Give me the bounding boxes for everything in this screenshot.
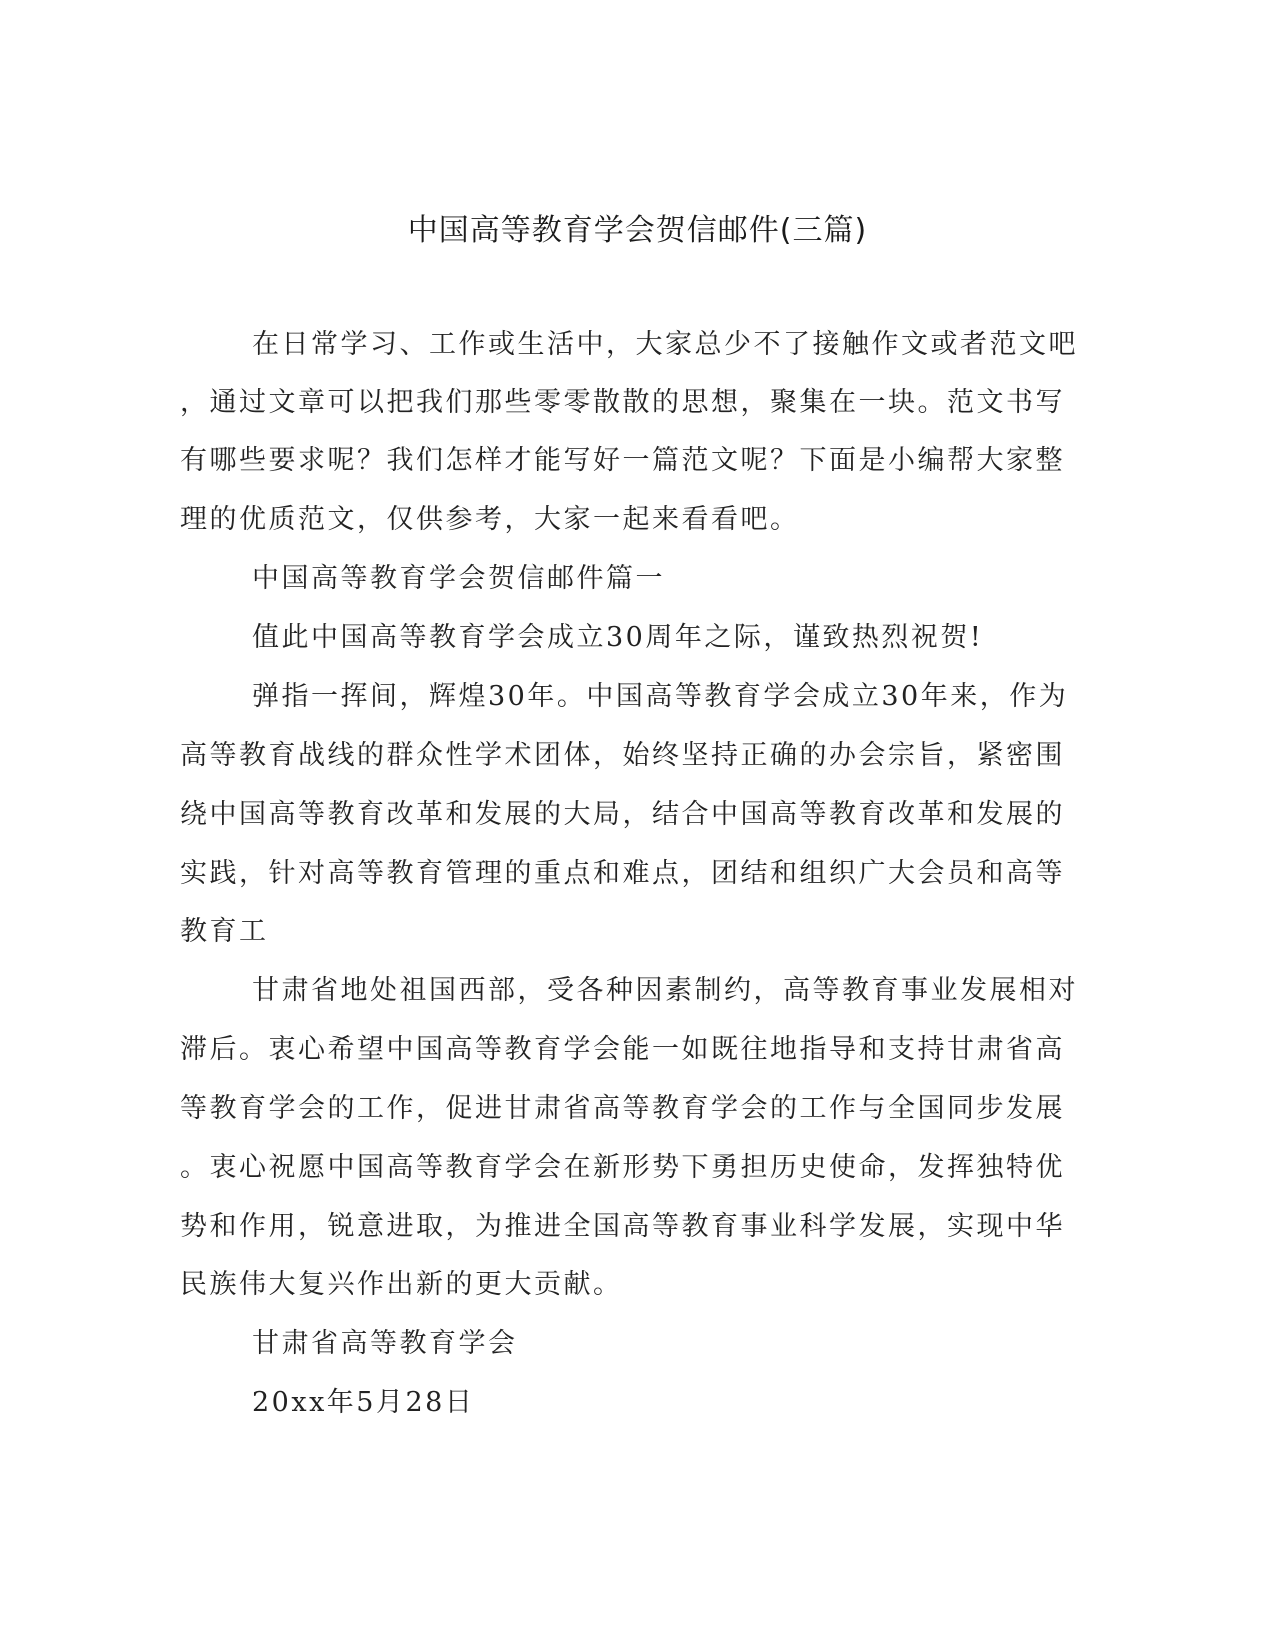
paragraph-line: 弹指一挥间，辉煌30年。中国高等教育学会成立30年来，作为 [252, 681, 1069, 712]
paragraph-line: 甘肃省地处祖国西部，受各种因素制约，高等教育事业发展相对 [252, 975, 1078, 1006]
paragraph-line: 高等教育战线的群众性学术团体，始终坚持正确的办会宗旨，紧密围 [180, 740, 1065, 771]
intro-line: 理的优质范文，仅供参考，大家一起来看看吧。 [180, 504, 800, 535]
paragraph-line: 。衷心祝愿中国高等教育学会在新形势下勇担历史使命，发挥独特优 [180, 1152, 1065, 1183]
intro-line: 在日常学习、工作或生活中，大家总少不了接触作文或者范文吧 [252, 329, 1078, 360]
intro-line: 有哪些要求呢？我们怎样才能写好一篇范文呢？下面是小编帮大家整 [180, 445, 1065, 476]
date: 20xx年5月28日 [252, 1387, 475, 1418]
paragraph-line: 势和作用，锐意进取，为推进全国高等教育事业科学发展，实现中华 [180, 1211, 1065, 1242]
paragraph-line: 实践，针对高等教育管理的重点和难点，团结和组织广大会员和高等 [180, 858, 1065, 889]
section-heading: 中国高等教育学会贺信邮件篇一 [252, 563, 665, 594]
document-title: 中国高等教育学会贺信邮件(三篇) [407, 213, 868, 248]
paragraph-line: 等教育学会的工作，促进甘肃省高等教育学会的工作与全国同步发展 [180, 1093, 1065, 1124]
paragraph-line: 教育工 [180, 916, 269, 947]
paragraph-line: 民族伟大复兴作出新的更大贡献。 [180, 1269, 623, 1300]
greeting-line: 值此中国高等教育学会成立30周年之际，谨致热烈祝贺! [252, 622, 984, 653]
paragraph-line: 滞后。衷心希望中国高等教育学会能一如既往地指导和支持甘肃省高 [180, 1034, 1065, 1065]
signature: 甘肃省高等教育学会 [252, 1328, 518, 1359]
paragraph-line: 绕中国高等教育改革和发展的大局，结合中国高等教育改革和发展的 [180, 799, 1065, 830]
intro-line: ，通过文章可以把我们那些零零散散的思想，聚集在一块。范文书写 [180, 387, 1065, 418]
